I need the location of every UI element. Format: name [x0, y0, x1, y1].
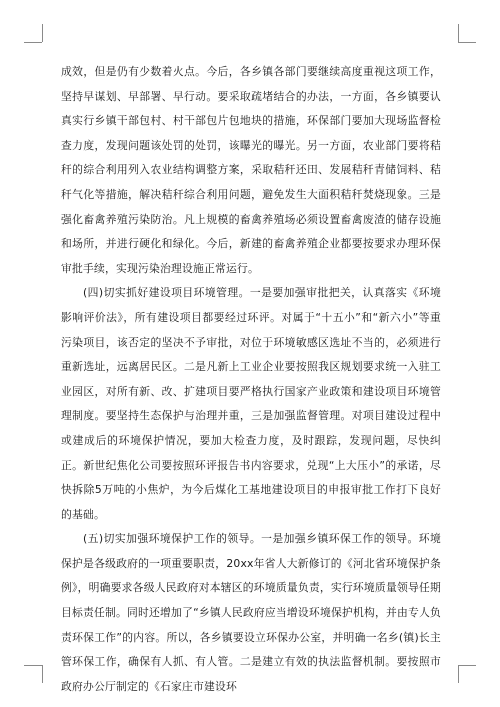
- crop-mark-bottom-left-vertical: [42, 665, 43, 683]
- crop-mark-bottom-right-vertical: [458, 665, 459, 683]
- crop-mark-top-right-vertical: [458, 24, 459, 42]
- document-body: [61, 60, 441, 699]
- crop-mark-bottom-right-horizontal: [458, 665, 476, 666]
- body-paragraph-1: 成效，但是仍有少数着火点。今后，各乡镇各部门要继续高度重视这项工作，坚持早谋划、早部署、早行动。要采取疏堵结合的办法，一方面，各乡镇要认真实行乡镇干部包村、村干部包片包地块的措施，环保部门要加大现场监督检查力度，发现问题该处罚的处罚，该曝光的曝光。另一方面，农业部门要将秸秆的综合利用列入农业结构调整方案，采取秸秆还田、发展秸秆青储饲料、秸秆气化等措施，解决秸秆综合利用问题，避免发生大面积秸秆焚烧现象。三是强化畜禽养殖污染防治。凡上规模的畜禽养殖场必须设置畜禽废渣的储存设施和场所，并进行硬化和绿化。今后，新建的畜禽养殖企业都要按要求办理环保审批手续，实现污染治理设施正常运行。: [61, 65, 441, 275]
- crop-mark-top-left-horizontal: [24, 42, 42, 43]
- crop-mark-bottom-left-horizontal: [24, 665, 42, 666]
- crop-mark-top-right-horizontal: [458, 42, 476, 43]
- body-paragraph-2: (四)切实抓好建设项目环境管理。一是要加强审批把关，认真落实《环境影响评价法》，所有建设项目都要经过环评。对属于“十五小”和“新六小”等重污染项目，该否定的坚决不予审批，对位于环境敏感区选址不当的，必须进行重新选址，远离居民区。二是凡新上工业企业要按照我区规划要求统一入驻工业园区，对所有新、改、扩建项目要严格执行国家产业政策和建设项目环境管理制度。要坚持生态保护与治理并重，三是加强监督管理。对项目建设过程中或建成后的环境保护情况，要加大检查力度，及时跟踪，发现问题，尽快纠正。新世纪焦化公司要按照环评报告书内容要求，兑现“上大压小”的承诺，尽快拆除5万吨的小焦炉，为今后煤化工基地建设项目的申报审批工作打下良好的基础。: [61, 286, 441, 521]
- body-paragraph-3: (五)切实加强环境保护工作的领导。一是加强乡镇环保工作的领导。环境保护是各级政府的一项重要职责，20xx年省人大新修订的《河北省环境保护条例》，明确要求各级人民政府对本辖区的环境质量负责，实行环境质量领导任期目标责任制。同时还增加了“乡镇人民政府应当增设环境保护机构，并由专人负责环保工作”的内容。所以，各乡镇要设立环保办公室，并明确一名乡(镇)长主管环保工作，确保有人抓、有人管。二是建立有效的执法监督机制。要按照市政府办公厅制定的《石家庄市建设环: [61, 532, 441, 693]
- crop-mark-top-left-vertical: [42, 24, 43, 42]
